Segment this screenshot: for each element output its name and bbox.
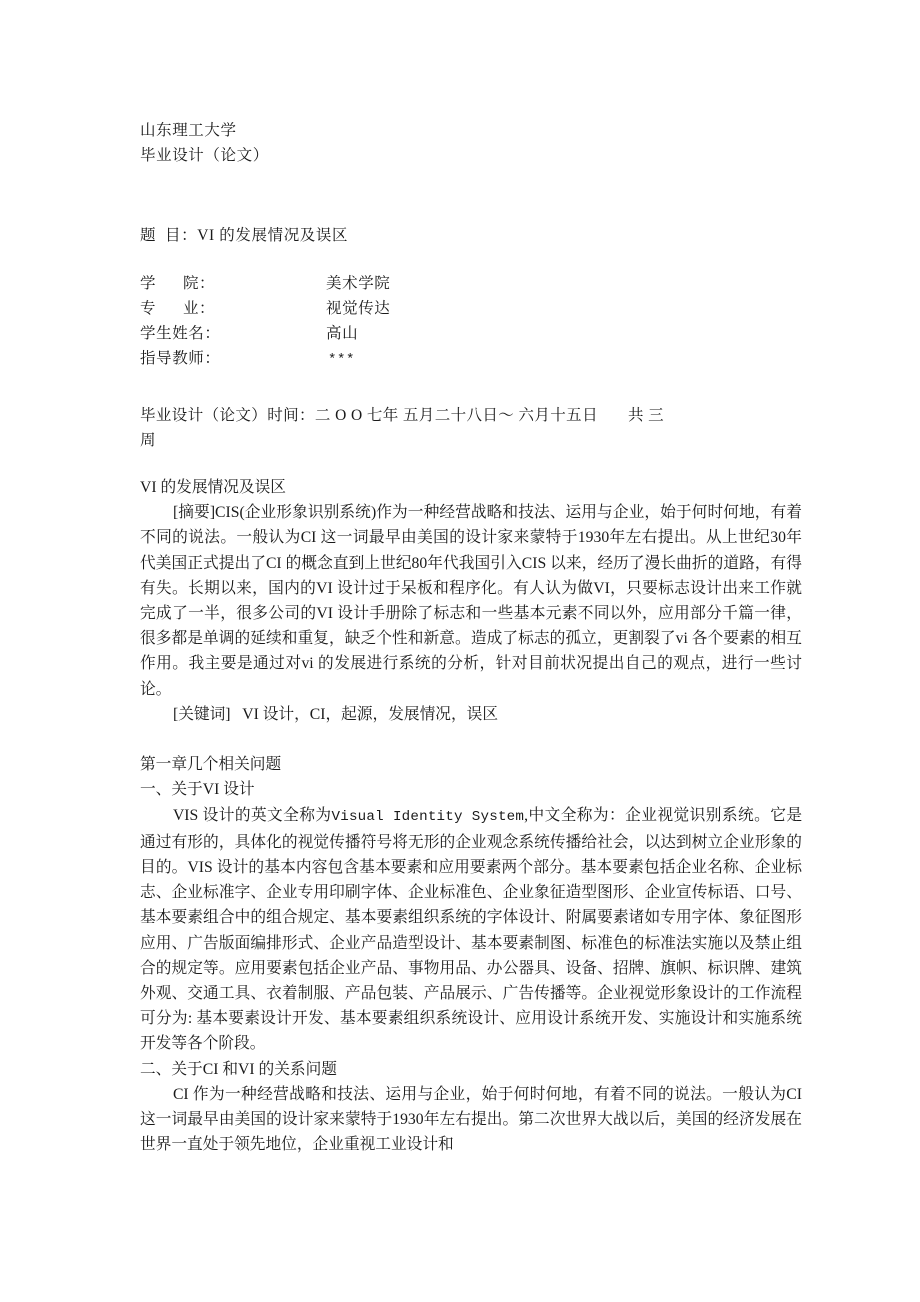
design-period-line — [140, 403, 802, 453]
university-name: 山东理工大学 — [140, 122, 237, 139]
field-value-college: 美术学院 — [326, 275, 391, 292]
paper-title-label: 题 目： — [140, 227, 198, 244]
table-row — [140, 346, 390, 373]
field-label-college: 学 院： — [140, 275, 216, 292]
keywords-paragraph — [140, 702, 802, 727]
field-label-student-name: 学生姓名： — [140, 325, 221, 342]
cover-info-table — [140, 271, 390, 373]
spacer — [140, 727, 802, 752]
paper-title-value: VI 的发展情况及误区 — [197, 227, 349, 244]
paper-title-row — [140, 223, 802, 248]
field-label-major: 专 业： — [140, 300, 216, 317]
chapter-heading: 第一章几个相关问题 — [140, 756, 282, 774]
table-row — [140, 321, 390, 346]
spacer — [140, 453, 802, 475]
section-2-paragraph: CI 作为一种经营战略和技法、运用与企业，始于何时何地，有着不同的说法。一般认为CI 这一词最早由美国的设计家来蒙特于1930年左右提出。第二次世界大战以后，美国的经济发展在世界一直处于领先地位，企业重视工业设计和 — [140, 1085, 802, 1154]
section-heading-1: 一、关于VI 设计 — [140, 781, 255, 799]
design-period-weeks-wrap: 周 — [140, 432, 156, 449]
section-1-lead: VIS 设计的英文全称为 — [172, 806, 332, 824]
section-1-paragraph — [140, 803, 802, 1057]
table-row — [140, 296, 390, 321]
design-period-weeks: 共 三 — [627, 407, 665, 424]
paper-heading: VI 的发展情况及误区 — [140, 479, 286, 496]
field-value-advisor: *** — [328, 352, 356, 368]
document-body — [140, 475, 802, 1157]
abstract-paragraph — [140, 500, 802, 702]
table-row — [140, 271, 390, 296]
spacer — [140, 168, 802, 223]
keywords-label: [关键词] — [172, 705, 231, 723]
design-period-text: 毕业设计（论文）时间：二 O O 七年 五月二十八日～ 六月十五日 — [140, 407, 598, 424]
abstract-text: CIS(企业形象识别系统)作为一种经营战略和技法、运用与企业，始于何时何地，有着不同的说法。一般认为CI 这一词最早由美国的设计家来蒙特于1930年左右提出。从上世纪30年代美国正式提出了CI 的概念直到上世纪80年代我国引入CIS 以来，经历了漫长曲折的道路，有得有失。长期以来，国内的VI 设计过于呆板和程序化。有人认为做VI，只要标志设计出来工作就完成了一半，很多公司的VI 设计手册除了标志和一些基本元素不同以外，应用部分千篇一律，很多都是单调的延续和重复，缺乏个性和新意。造成了标志的孤立，更割裂了vi 各个要素的相互作用。我主要是通过对vi 的发展进行系统的分析，针对目前状况提出自己的观点，进行一些讨论。 — [140, 504, 802, 698]
abstract-label: [摘要] — [172, 504, 216, 522]
spacer — [140, 248, 802, 271]
section-1-body: ,中文全称为：企业视觉识别系统。它是通过有形的，具体化的视觉传播符号将无形的企业观念系统传播给社会，以达到树立企业形象的目的。VIS 设计的基本内容包含基本要素和应用要素两个部分。基本要素包括企业名称、企业标志、企业标准字、企业专用印刷字体、企业标准色、企业象征造型图形、企业宣传标语、口号、基本要素组合中的组合规定、基本要素组织系统的字体设计、附属要素诸如专用字体、象征图形应用、广告版面编排形式、企业产品造型设计、基本要素制图、标准色的标准法实施以及禁止组合的规定等。应用要素包括企业产品、事物用品、办公器具、设备、招牌、旗帜、标识牌、建筑外观、交通工具、衣着制服、产品包装、产品展示、广告传播等。企业视觉形象设计的工作流程可分为: 基本要素设计开发、基本要素组织系统设计、应用设计系统开发、实施设计和实施系统开发等各个阶段。 — [140, 806, 803, 1053]
field-value-major: 视觉传达 — [326, 300, 391, 317]
field-label-advisor: 指导教师： — [140, 350, 221, 367]
keywords-text: VI 设计，CI，起源，发展情况，误区 — [242, 705, 499, 723]
document-type: 毕业设计（论文） — [140, 147, 269, 164]
field-value-student-name: 高山 — [326, 325, 359, 342]
spacer — [140, 373, 802, 403]
cover-header — [140, 118, 802, 168]
section-heading-2: 二、关于CI 和VI 的关系问题 — [140, 1060, 337, 1078]
section-1-english-term: Visual Identity System — [331, 808, 525, 825]
